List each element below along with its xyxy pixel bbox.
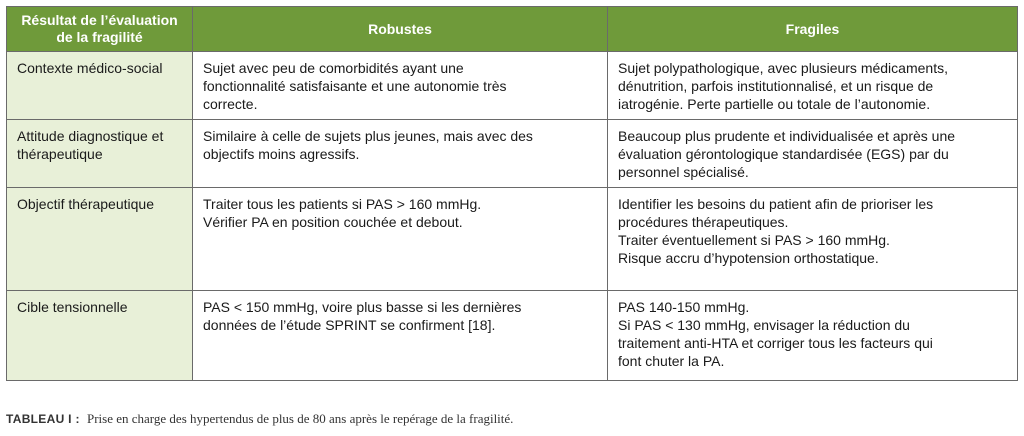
cell-line: procédures thérapeutiques.: [618, 214, 789, 230]
cell-line: personnel spécialisé.: [618, 164, 749, 180]
cell-line: dénutrition, parfois institutionnalisé, et un risque de: [618, 78, 934, 94]
header-criterion-line: de la fragilité: [56, 29, 143, 45]
fragile-cell: [608, 291, 1018, 381]
cell-line: Traiter éventuellement si PAS > 160 mmHg.: [618, 232, 890, 248]
cell-line: Sujet avec peu de comorbidités ayant une: [203, 60, 464, 76]
robust-cell: [193, 52, 608, 120]
cell-line: Cible tensionnelle: [17, 299, 128, 315]
caption-text: Prise en charge des hypertendus de plus de 80 ans après le repérage de la fragilité.: [87, 411, 514, 426]
cell-line: Si PAS < 130 mmHg, envisager la réduction du: [618, 317, 910, 333]
cell-line: correcte.: [203, 96, 258, 112]
fragile-cell: [608, 52, 1018, 120]
cell-line: Objectif thérapeutique: [17, 196, 154, 212]
table-header-row: [7, 7, 1018, 52]
cell-line: Similaire à celle de sujets plus jeunes, mais avec des: [203, 128, 533, 144]
cell-line: Vérifier PA en position couchée et debout.: [203, 214, 463, 230]
cell-line: Sujet polypathologique, avec plusieurs médicaments,: [618, 60, 948, 76]
cell-line: font chuter la PA.: [618, 353, 725, 369]
header-fragile: Fragiles: [608, 7, 1018, 52]
cell-line: objectifs moins agressifs.: [203, 146, 360, 162]
cell-line: Traiter tous les patients si PAS > 160 mmHg.: [203, 196, 482, 212]
table-row: [7, 120, 1018, 188]
fragile-cell: [608, 120, 1018, 188]
cell-line: évaluation gérontologique standardisée (EGS) par du: [618, 146, 949, 162]
cell-line: fonctionnalité satisfaisante et une autonomie très: [203, 78, 507, 94]
table-row: [7, 52, 1018, 120]
cell-line: données de l’étude SPRINT se confirment [18].: [203, 317, 496, 333]
criterion-cell: [7, 291, 193, 381]
header-criterion-line: Résultat de l’évaluation: [21, 12, 178, 28]
cell-line: PAS < 150 mmHg, voire plus basse si les dernières: [203, 299, 522, 315]
cell-line: iatrogénie. Perte partielle ou totale de l’autonomie.: [618, 96, 931, 112]
robust-cell: [193, 188, 608, 291]
robust-cell: [193, 291, 608, 381]
header-robust: Robustes: [193, 7, 608, 52]
fragility-table: [6, 6, 1018, 381]
cell-line: traitement anti-HTA et corriger tous les facteurs qui: [618, 335, 933, 351]
criterion-cell: [7, 52, 193, 120]
criterion-cell: [7, 188, 193, 291]
cell-line: Attitude diagnostique et: [17, 128, 164, 144]
header-criterion: [7, 7, 193, 52]
cell-line: PAS 140-150 mmHg.: [618, 299, 750, 315]
table-row: [7, 291, 1018, 381]
fragile-cell: [608, 188, 1018, 291]
table-row: [7, 188, 1018, 291]
caption-label: TABLEAU I :: [6, 412, 80, 426]
robust-cell: [193, 120, 608, 188]
cell-line: Beaucoup plus prudente et individualisée et après une: [618, 128, 956, 144]
cell-line: thérapeutique: [17, 146, 103, 162]
criterion-cell: [7, 120, 193, 188]
cell-line: Identifier les besoins du patient afin de prioriser les: [618, 196, 934, 212]
cell-line: Contexte médico-social: [17, 60, 163, 76]
table-caption: [6, 411, 513, 427]
cell-line: Risque accru d’hypotension orthostatique.: [618, 250, 879, 266]
